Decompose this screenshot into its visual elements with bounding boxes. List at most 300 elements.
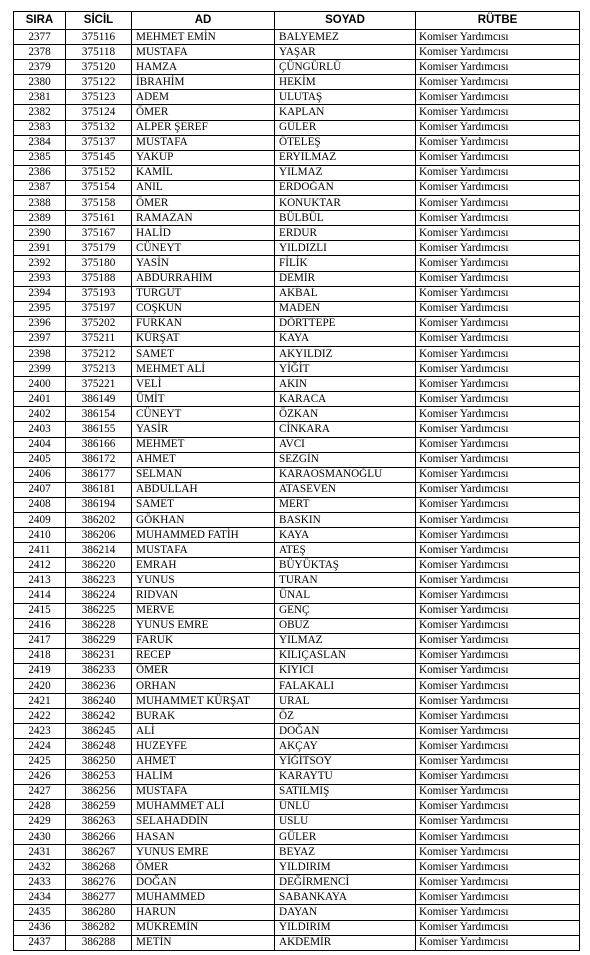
soyad-cell: ATEŞ bbox=[275, 543, 416, 558]
ad-cell: HUZEYFE bbox=[132, 739, 275, 754]
soyad-cell: ULUTAŞ bbox=[275, 90, 416, 105]
sicil-cell: 375120 bbox=[66, 60, 132, 75]
sicil-cell: 386214 bbox=[66, 543, 132, 558]
sicil-cell: 386149 bbox=[66, 392, 132, 407]
sicil-cell: 386256 bbox=[66, 784, 132, 799]
sicil-cell: 386259 bbox=[66, 799, 132, 814]
sicil-cell: 375202 bbox=[66, 316, 132, 331]
sira-cell: 2420 bbox=[14, 679, 66, 694]
soyad-cell: GÜLER bbox=[275, 120, 416, 135]
rutbe-cell: Komiser Yardımcısı bbox=[416, 739, 580, 754]
sicil-cell: 386267 bbox=[66, 845, 132, 860]
table-row bbox=[14, 920, 580, 935]
soyad-cell: DAYAN bbox=[275, 905, 416, 920]
sira-cell: 2433 bbox=[14, 875, 66, 890]
sira-cell: 2399 bbox=[14, 362, 66, 377]
ad-cell: AHMET bbox=[132, 754, 275, 769]
rutbe-cell: Komiser Yardımcısı bbox=[416, 120, 580, 135]
soyad-cell: DEMİR bbox=[275, 271, 416, 286]
table-row bbox=[14, 196, 580, 211]
soyad-cell: ÜNAL bbox=[275, 588, 416, 603]
ad-cell: HAMZA bbox=[132, 60, 275, 75]
soyad-cell: MERT bbox=[275, 497, 416, 512]
soyad-cell: KARACA bbox=[275, 392, 416, 407]
soyad-cell: BEYAZ bbox=[275, 845, 416, 860]
sira-cell: 2398 bbox=[14, 346, 66, 361]
ad-cell: EMRAH bbox=[132, 558, 275, 573]
soyad-cell: AVCI bbox=[275, 437, 416, 452]
ad-cell: COŞKUN bbox=[132, 301, 275, 316]
sira-cell: 2419 bbox=[14, 663, 66, 678]
ad-cell: HARUN bbox=[132, 905, 275, 920]
ad-cell: FURKAN bbox=[132, 316, 275, 331]
rutbe-cell: Komiser Yardımcısı bbox=[416, 799, 580, 814]
table-row bbox=[14, 362, 580, 377]
rutbe-cell: Komiser Yardımcısı bbox=[416, 437, 580, 452]
sira-cell: 2421 bbox=[14, 694, 66, 709]
sira-cell: 2400 bbox=[14, 377, 66, 392]
rutbe-cell: Komiser Yardımcısı bbox=[416, 603, 580, 618]
rutbe-cell: Komiser Yardımcısı bbox=[416, 75, 580, 90]
rutbe-cell: Komiser Yardımcısı bbox=[416, 165, 580, 180]
ad-cell: ÖMER bbox=[132, 663, 275, 678]
ad-cell: YASİR bbox=[132, 422, 275, 437]
header-sira: SIRA bbox=[14, 12, 66, 30]
sira-cell: 2393 bbox=[14, 271, 66, 286]
ad-cell: ÜMİT bbox=[132, 392, 275, 407]
sicil-cell: 375158 bbox=[66, 196, 132, 211]
soyad-cell: ÜNLÜ bbox=[275, 799, 416, 814]
rutbe-cell: Komiser Yardımcısı bbox=[416, 316, 580, 331]
rutbe-cell: Komiser Yardımcısı bbox=[416, 407, 580, 422]
soyad-cell: ATASEVEN bbox=[275, 482, 416, 497]
rutbe-cell: Komiser Yardımcısı bbox=[416, 196, 580, 211]
sicil-cell: 386194 bbox=[66, 497, 132, 512]
soyad-cell: BÜYÜKTAŞ bbox=[275, 558, 416, 573]
table-row bbox=[14, 573, 580, 588]
ad-cell: DOĞAN bbox=[132, 875, 275, 890]
ad-cell: RAMAZAN bbox=[132, 211, 275, 226]
rutbe-cell: Komiser Yardımcısı bbox=[416, 588, 580, 603]
table-row bbox=[14, 784, 580, 799]
table-row bbox=[14, 407, 580, 422]
ad-cell: MUSTAFA bbox=[132, 135, 275, 150]
ad-cell: BURAK bbox=[132, 709, 275, 724]
table-row bbox=[14, 482, 580, 497]
sicil-cell: 386277 bbox=[66, 890, 132, 905]
table-row bbox=[14, 90, 580, 105]
table-row bbox=[14, 694, 580, 709]
sira-cell: 2412 bbox=[14, 558, 66, 573]
soyad-cell: GÜLER bbox=[275, 829, 416, 844]
rutbe-cell: Komiser Yardımcısı bbox=[416, 346, 580, 361]
soyad-cell: YILMAZ bbox=[275, 633, 416, 648]
ad-cell: SAMET bbox=[132, 497, 275, 512]
ad-cell: ADEM bbox=[132, 90, 275, 105]
soyad-cell: YİĞİT bbox=[275, 362, 416, 377]
ad-cell: YUNUS EMRE bbox=[132, 618, 275, 633]
sicil-cell: 375137 bbox=[66, 135, 132, 150]
table-row bbox=[14, 603, 580, 618]
ad-cell: YUNUS bbox=[132, 573, 275, 588]
rutbe-cell: Komiser Yardımcısı bbox=[416, 829, 580, 844]
sira-cell: 2383 bbox=[14, 120, 66, 135]
soyad-cell: ÖTELEŞ bbox=[275, 135, 416, 150]
table-row bbox=[14, 829, 580, 844]
ad-cell: HALİM bbox=[132, 769, 275, 784]
sicil-cell: 375124 bbox=[66, 105, 132, 120]
sira-cell: 2426 bbox=[14, 769, 66, 784]
soyad-cell: YILDIZLI bbox=[275, 241, 416, 256]
ad-cell: ÖMER bbox=[132, 105, 275, 120]
ad-cell: MUHAMMED FATİH bbox=[132, 528, 275, 543]
rutbe-cell: Komiser Yardımcısı bbox=[416, 905, 580, 920]
sicil-cell: 386229 bbox=[66, 633, 132, 648]
soyad-cell: BÜLBÜL bbox=[275, 211, 416, 226]
ad-cell: MUHAMMET ALİ bbox=[132, 799, 275, 814]
sira-cell: 2437 bbox=[14, 935, 66, 950]
sicil-cell: 375154 bbox=[66, 180, 132, 195]
ad-cell: MERVE bbox=[132, 603, 275, 618]
soyad-cell: AKÇAY bbox=[275, 739, 416, 754]
sicil-cell: 386225 bbox=[66, 603, 132, 618]
sira-cell: 2381 bbox=[14, 90, 66, 105]
table-row bbox=[14, 105, 580, 120]
soyad-cell: KARAYTU bbox=[275, 769, 416, 784]
ad-cell: KÜRŞAT bbox=[132, 331, 275, 346]
table-row bbox=[14, 679, 580, 694]
sicil-cell: 386288 bbox=[66, 935, 132, 950]
rutbe-cell: Komiser Yardımcısı bbox=[416, 180, 580, 195]
sicil-cell: 386172 bbox=[66, 452, 132, 467]
rutbe-cell: Komiser Yardımcısı bbox=[416, 301, 580, 316]
rutbe-cell: Komiser Yardımcısı bbox=[416, 45, 580, 60]
rutbe-cell: Komiser Yardımcısı bbox=[416, 286, 580, 301]
table-row bbox=[14, 558, 580, 573]
sira-cell: 2432 bbox=[14, 860, 66, 875]
sira-cell: 2387 bbox=[14, 180, 66, 195]
table-row bbox=[14, 663, 580, 678]
table-row bbox=[14, 709, 580, 724]
rutbe-cell: Komiser Yardımcısı bbox=[416, 226, 580, 241]
sira-cell: 2410 bbox=[14, 528, 66, 543]
sicil-cell: 375145 bbox=[66, 150, 132, 165]
ad-cell: MEHMET EMİN bbox=[132, 30, 275, 45]
soyad-cell: KIYICI bbox=[275, 663, 416, 678]
header-soyad: SOYAD bbox=[275, 12, 416, 30]
sicil-cell: 375212 bbox=[66, 346, 132, 361]
rutbe-cell: Komiser Yardımcısı bbox=[416, 784, 580, 799]
rutbe-cell: Komiser Yardımcısı bbox=[416, 482, 580, 497]
table-body bbox=[14, 30, 580, 951]
table-row bbox=[14, 814, 580, 829]
sira-cell: 2384 bbox=[14, 135, 66, 150]
sicil-cell: 375152 bbox=[66, 165, 132, 180]
sicil-cell: 386280 bbox=[66, 905, 132, 920]
soyad-cell: AKYILDIZ bbox=[275, 346, 416, 361]
header-ad: AD bbox=[132, 12, 275, 30]
soyad-cell: ÖZ bbox=[275, 709, 416, 724]
ad-cell: YASİN bbox=[132, 256, 275, 271]
table-row bbox=[14, 392, 580, 407]
rutbe-cell: Komiser Yardımcısı bbox=[416, 467, 580, 482]
soyad-cell: FİLİK bbox=[275, 256, 416, 271]
sira-cell: 2403 bbox=[14, 422, 66, 437]
sira-cell: 2436 bbox=[14, 920, 66, 935]
sicil-cell: 386236 bbox=[66, 679, 132, 694]
sicil-cell: 386224 bbox=[66, 588, 132, 603]
soyad-cell: TURAN bbox=[275, 573, 416, 588]
sira-cell: 2434 bbox=[14, 890, 66, 905]
soyad-cell: FALAKALI bbox=[275, 679, 416, 694]
sicil-cell: 386253 bbox=[66, 769, 132, 784]
ad-cell: MEHMET ALİ bbox=[132, 362, 275, 377]
sicil-cell: 386248 bbox=[66, 739, 132, 754]
rutbe-cell: Komiser Yardımcısı bbox=[416, 331, 580, 346]
table-row bbox=[14, 452, 580, 467]
ad-cell: MUHAMMED bbox=[132, 890, 275, 905]
sicil-cell: 386268 bbox=[66, 860, 132, 875]
sira-cell: 2388 bbox=[14, 196, 66, 211]
ad-cell: ORHAN bbox=[132, 679, 275, 694]
sira-cell: 2379 bbox=[14, 60, 66, 75]
sicil-cell: 386154 bbox=[66, 407, 132, 422]
ad-cell: ALPER ŞEREF bbox=[132, 120, 275, 135]
rutbe-cell: Komiser Yardımcısı bbox=[416, 860, 580, 875]
sira-cell: 2382 bbox=[14, 105, 66, 120]
sira-cell: 2392 bbox=[14, 256, 66, 271]
table-row bbox=[14, 135, 580, 150]
table-row bbox=[14, 618, 580, 633]
sicil-cell: 386250 bbox=[66, 754, 132, 769]
table-row bbox=[14, 75, 580, 90]
sicil-cell: 386276 bbox=[66, 875, 132, 890]
table-row bbox=[14, 648, 580, 663]
soyad-cell: AKBAL bbox=[275, 286, 416, 301]
header-rutbe: RÜTBE bbox=[416, 12, 580, 30]
table-row bbox=[14, 890, 580, 905]
table-row bbox=[14, 528, 580, 543]
table-row bbox=[14, 739, 580, 754]
soyad-cell: KILIÇASLAN bbox=[275, 648, 416, 663]
rutbe-cell: Komiser Yardımcısı bbox=[416, 754, 580, 769]
table-row bbox=[14, 60, 580, 75]
sira-cell: 2377 bbox=[14, 30, 66, 45]
soyad-cell: BASKIN bbox=[275, 513, 416, 528]
ad-cell: ABDULLAH bbox=[132, 482, 275, 497]
sicil-cell: 386263 bbox=[66, 814, 132, 829]
sicil-cell: 386181 bbox=[66, 482, 132, 497]
soyad-cell: ÖZKAN bbox=[275, 407, 416, 422]
soyad-cell: YİĞİTSOY bbox=[275, 754, 416, 769]
rutbe-cell: Komiser Yardımcısı bbox=[416, 724, 580, 739]
ad-cell: ÖMER bbox=[132, 860, 275, 875]
table-row bbox=[14, 588, 580, 603]
table-row bbox=[14, 211, 580, 226]
soyad-cell: GENÇ bbox=[275, 603, 416, 618]
sira-cell: 2415 bbox=[14, 603, 66, 618]
rutbe-cell: Komiser Yardımcısı bbox=[416, 558, 580, 573]
sira-cell: 2401 bbox=[14, 392, 66, 407]
sira-cell: 2418 bbox=[14, 648, 66, 663]
table-row bbox=[14, 633, 580, 648]
rutbe-cell: Komiser Yardımcısı bbox=[416, 392, 580, 407]
ad-cell: RIDVAN bbox=[132, 588, 275, 603]
soyad-cell: SATILMIŞ bbox=[275, 784, 416, 799]
sira-cell: 2423 bbox=[14, 724, 66, 739]
rutbe-cell: Komiser Yardımcısı bbox=[416, 135, 580, 150]
sira-cell: 2416 bbox=[14, 618, 66, 633]
rutbe-cell: Komiser Yardımcısı bbox=[416, 513, 580, 528]
sira-cell: 2408 bbox=[14, 497, 66, 512]
rutbe-cell: Komiser Yardımcısı bbox=[416, 845, 580, 860]
ad-cell: ALİ bbox=[132, 724, 275, 739]
table-row bbox=[14, 935, 580, 950]
sicil-cell: 375193 bbox=[66, 286, 132, 301]
rutbe-cell: Komiser Yardımcısı bbox=[416, 271, 580, 286]
table-row bbox=[14, 875, 580, 890]
rutbe-cell: Komiser Yardımcısı bbox=[416, 528, 580, 543]
table-row bbox=[14, 165, 580, 180]
sicil-cell: 386282 bbox=[66, 920, 132, 935]
sira-cell: 2427 bbox=[14, 784, 66, 799]
soyad-cell: AKIN bbox=[275, 377, 416, 392]
soyad-cell: ÇÜNGÜRLÜ bbox=[275, 60, 416, 75]
table-row bbox=[14, 467, 580, 482]
sicil-cell: 386231 bbox=[66, 648, 132, 663]
sicil-cell: 386177 bbox=[66, 467, 132, 482]
soyad-cell: HEKİM bbox=[275, 75, 416, 90]
soyad-cell: KARAOSMANOĞLU bbox=[275, 467, 416, 482]
sicil-cell: 386206 bbox=[66, 528, 132, 543]
sicil-cell: 375123 bbox=[66, 90, 132, 105]
ad-cell: ÖMER bbox=[132, 196, 275, 211]
sira-cell: 2389 bbox=[14, 211, 66, 226]
rutbe-cell: Komiser Yardımcısı bbox=[416, 648, 580, 663]
sira-cell: 2411 bbox=[14, 543, 66, 558]
ad-cell: MÜKREMİN bbox=[132, 920, 275, 935]
table-row bbox=[14, 256, 580, 271]
table-row bbox=[14, 346, 580, 361]
ad-cell: GÖKHAN bbox=[132, 513, 275, 528]
table-row bbox=[14, 45, 580, 60]
table-row bbox=[14, 422, 580, 437]
sira-cell: 2394 bbox=[14, 286, 66, 301]
sira-cell: 2390 bbox=[14, 226, 66, 241]
sira-cell: 2404 bbox=[14, 437, 66, 452]
sicil-cell: 386245 bbox=[66, 724, 132, 739]
rutbe-cell: Komiser Yardımcısı bbox=[416, 875, 580, 890]
table-row bbox=[14, 226, 580, 241]
table-row bbox=[14, 543, 580, 558]
soyad-cell: MADEN bbox=[275, 301, 416, 316]
soyad-cell: SABANKAYA bbox=[275, 890, 416, 905]
sira-cell: 2413 bbox=[14, 573, 66, 588]
ad-cell: MUSTAFA bbox=[132, 784, 275, 799]
ad-cell: AHMET bbox=[132, 452, 275, 467]
sira-cell: 2428 bbox=[14, 799, 66, 814]
header-row bbox=[14, 12, 580, 30]
table-row bbox=[14, 331, 580, 346]
sira-cell: 2425 bbox=[14, 754, 66, 769]
ad-cell: KAMİL bbox=[132, 165, 275, 180]
table-row bbox=[14, 437, 580, 452]
sicil-cell: 375167 bbox=[66, 226, 132, 241]
soyad-cell: ERDUR bbox=[275, 226, 416, 241]
personnel-table bbox=[13, 11, 580, 951]
table-row bbox=[14, 754, 580, 769]
ad-cell: SELMAN bbox=[132, 467, 275, 482]
ad-cell: METİN bbox=[132, 935, 275, 950]
soyad-cell: DOĞAN bbox=[275, 724, 416, 739]
sira-cell: 2380 bbox=[14, 75, 66, 90]
rutbe-cell: Komiser Yardımcısı bbox=[416, 497, 580, 512]
rutbe-cell: Komiser Yardımcısı bbox=[416, 543, 580, 558]
sicil-cell: 386228 bbox=[66, 618, 132, 633]
ad-cell: HASAN bbox=[132, 829, 275, 844]
sicil-cell: 375116 bbox=[66, 30, 132, 45]
sira-cell: 2396 bbox=[14, 316, 66, 331]
rutbe-cell: Komiser Yardımcısı bbox=[416, 241, 580, 256]
rutbe-cell: Komiser Yardımcısı bbox=[416, 679, 580, 694]
sira-cell: 2435 bbox=[14, 905, 66, 920]
ad-cell: İBRAHİM bbox=[132, 75, 275, 90]
table-row bbox=[14, 860, 580, 875]
sicil-cell: 386223 bbox=[66, 573, 132, 588]
table-row bbox=[14, 769, 580, 784]
table-row bbox=[14, 271, 580, 286]
rutbe-cell: Komiser Yardımcısı bbox=[416, 60, 580, 75]
sicil-cell: 386266 bbox=[66, 829, 132, 844]
soyad-cell: YAŞAR bbox=[275, 45, 416, 60]
sicil-cell: 386220 bbox=[66, 558, 132, 573]
sira-cell: 2417 bbox=[14, 633, 66, 648]
table-row bbox=[14, 286, 580, 301]
rutbe-cell: Komiser Yardımcısı bbox=[416, 769, 580, 784]
sicil-cell: 375188 bbox=[66, 271, 132, 286]
sira-cell: 2424 bbox=[14, 739, 66, 754]
rutbe-cell: Komiser Yardımcısı bbox=[416, 377, 580, 392]
rutbe-cell: Komiser Yardımcısı bbox=[416, 211, 580, 226]
sicil-cell: 386233 bbox=[66, 663, 132, 678]
soyad-cell: YILMAZ bbox=[275, 165, 416, 180]
table-row bbox=[14, 905, 580, 920]
ad-cell: YUNUS EMRE bbox=[132, 845, 275, 860]
sira-cell: 2402 bbox=[14, 407, 66, 422]
soyad-cell: KAYA bbox=[275, 528, 416, 543]
soyad-cell: YILDIRIM bbox=[275, 860, 416, 875]
ad-cell: ANIL bbox=[132, 180, 275, 195]
ad-cell: MUHAMMET KÜRŞAT bbox=[132, 694, 275, 709]
sira-cell: 2391 bbox=[14, 241, 66, 256]
sicil-cell: 375197 bbox=[66, 301, 132, 316]
ad-cell: VELİ bbox=[132, 377, 275, 392]
ad-cell: YAKUP bbox=[132, 150, 275, 165]
sicil-cell: 386166 bbox=[66, 437, 132, 452]
table-row bbox=[14, 120, 580, 135]
sira-cell: 2397 bbox=[14, 331, 66, 346]
rutbe-cell: Komiser Yardımcısı bbox=[416, 633, 580, 648]
sicil-cell: 375122 bbox=[66, 75, 132, 90]
ad-cell: HALİD bbox=[132, 226, 275, 241]
sira-cell: 2405 bbox=[14, 452, 66, 467]
table-row bbox=[14, 497, 580, 512]
rutbe-cell: Komiser Yardımcısı bbox=[416, 694, 580, 709]
sira-cell: 2395 bbox=[14, 301, 66, 316]
soyad-cell: KAYA bbox=[275, 331, 416, 346]
sicil-cell: 375161 bbox=[66, 211, 132, 226]
soyad-cell: YILDIRIM bbox=[275, 920, 416, 935]
